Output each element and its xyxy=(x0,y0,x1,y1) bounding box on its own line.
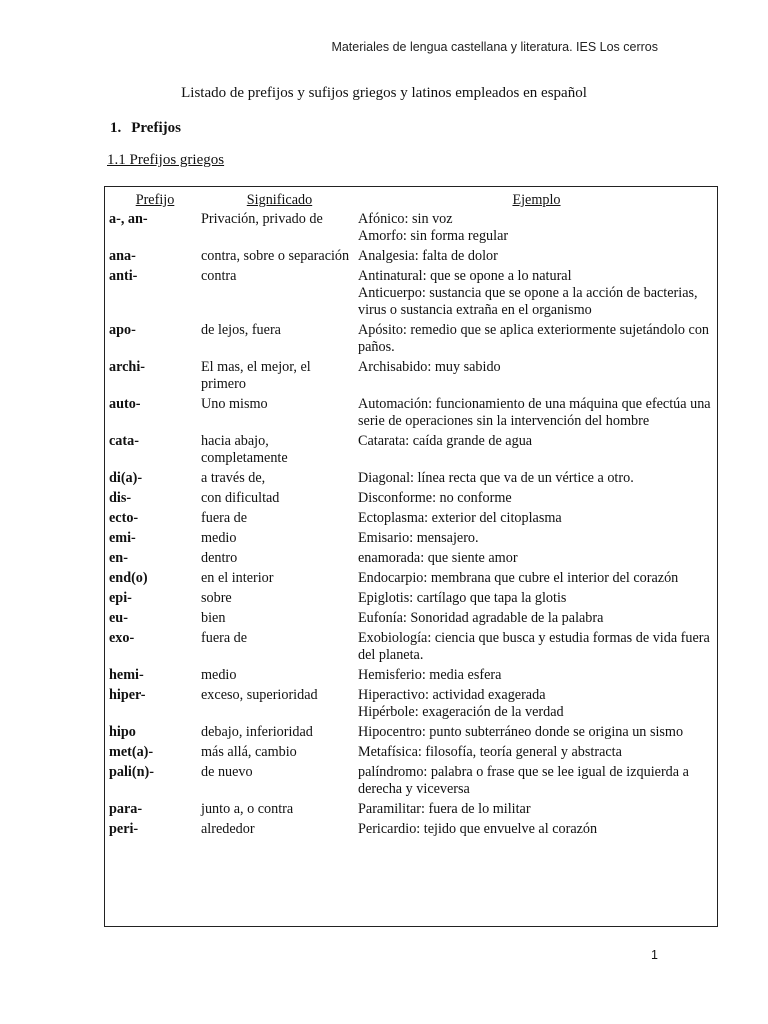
meaning-cell: junto a, o contra xyxy=(201,801,294,817)
prefix-cell: met(a)- xyxy=(109,744,154,760)
prefix-cell: cata- xyxy=(109,433,139,449)
table-row xyxy=(105,247,717,267)
prefix-table-frame xyxy=(104,186,718,927)
prefix-cell: archi- xyxy=(109,359,145,375)
prefix-cell: en- xyxy=(109,550,128,566)
example-cell xyxy=(358,210,717,247)
example-cell xyxy=(358,247,717,267)
meaning-cell: fuera de xyxy=(201,510,248,526)
prefix-cell: epi- xyxy=(109,590,132,606)
example-text: Disconforme: no conforme xyxy=(358,490,512,506)
running-header: Materiales de lengua castellana y literatura. IES Los cerros xyxy=(331,40,658,54)
example-text: Hemisferio: media esfera xyxy=(358,667,502,683)
meaning-cell: debajo, inferioridad xyxy=(201,724,313,740)
table-row xyxy=(105,569,717,589)
table-row xyxy=(105,800,717,820)
meaning-cell: medio xyxy=(201,667,237,683)
example-text: Analgesia: falta de dolor xyxy=(358,248,498,264)
example-text: Pericardio: tejido que envuelve al corazón xyxy=(358,821,598,837)
example-cell xyxy=(358,395,717,432)
table-row xyxy=(105,509,717,529)
meaning-cell: de lejos, fuera xyxy=(201,322,281,338)
example-cell xyxy=(358,267,717,321)
example-cell xyxy=(358,469,717,489)
table-row xyxy=(105,589,717,609)
meaning-cell: medio xyxy=(201,530,237,546)
prefix-cell: emi- xyxy=(109,530,136,546)
example-text: Emisario: mensajero. xyxy=(358,530,479,546)
prefix-table xyxy=(105,190,717,840)
example-text: Exobiología: ciencia que busca y estudia formas de vida fuera del planeta. xyxy=(358,630,710,663)
example-text: Amorfo: sin forma regular xyxy=(358,228,509,244)
example-cell xyxy=(358,321,717,358)
meaning-cell: bien xyxy=(201,610,226,626)
prefix-cell: para- xyxy=(109,801,143,817)
table-row xyxy=(105,529,717,549)
table-header-row xyxy=(105,190,717,210)
example-text: Endocarpio: membrana que cubre el interior del corazón xyxy=(358,570,679,586)
example-text: Hipocentro: punto subterráneo donde se origina un sismo xyxy=(358,724,684,740)
prefix-cell: peri- xyxy=(109,821,139,837)
meaning-cell: exceso, superioridad xyxy=(201,687,318,703)
table-row xyxy=(105,763,717,800)
meaning-cell: fuera de xyxy=(201,630,248,646)
subsection-heading: 1.1 Prefijos griegos xyxy=(107,152,225,168)
example-text: Apósito: remedio que se aplica exteriormente sujetándolo con paños. xyxy=(358,322,710,355)
page-number: 1 xyxy=(651,948,658,962)
example-cell xyxy=(358,800,717,820)
table-row xyxy=(105,629,717,666)
prefix-cell: a-, an- xyxy=(109,211,148,227)
prefix-cell: di(a)- xyxy=(109,470,143,486)
table-row xyxy=(105,267,717,321)
meaning-cell: contra, sobre o separación xyxy=(201,248,350,264)
example-cell xyxy=(358,723,717,743)
prefix-cell: hiper- xyxy=(109,687,146,703)
meaning-cell: Privación, privado de xyxy=(201,211,323,227)
example-cell xyxy=(358,743,717,763)
prefix-cell: auto- xyxy=(109,396,141,412)
example-text: Diagonal: línea recta que va de un vértice a otro. xyxy=(358,470,634,486)
example-text: Archisabido: muy sabido xyxy=(358,359,501,375)
example-text: Epiglotis: cartílago que tapa la glotis xyxy=(358,590,567,606)
table-row xyxy=(105,489,717,509)
example-cell xyxy=(358,666,717,686)
meaning-cell: con dificultad xyxy=(201,490,280,506)
meaning-cell: de nuevo xyxy=(201,764,253,780)
example-cell xyxy=(358,763,717,800)
example-cell xyxy=(358,686,717,723)
table-row xyxy=(105,321,717,358)
table-row xyxy=(105,609,717,629)
example-text: Automación: funcionamiento de una máquina que efectúa una serie de operaciones sin la intervención del hombre xyxy=(358,396,711,429)
prefix-cell: hemi- xyxy=(109,667,144,683)
prefix-cell: pali(n)- xyxy=(109,764,154,780)
example-cell xyxy=(358,629,717,666)
prefix-cell: exo- xyxy=(109,630,135,646)
example-text: Catarata: caída grande de agua xyxy=(358,433,533,449)
example-text: Afónico: sin voz xyxy=(358,211,453,227)
meaning-cell: contra xyxy=(201,268,237,284)
example-cell xyxy=(358,358,717,395)
example-text: Anticuerpo: sustancia que se opone a la acción de bacterias, virus o sustancia extraña en el organismo xyxy=(358,285,698,318)
table-row xyxy=(105,395,717,432)
example-text: Hiperactivo: actividad exagerada xyxy=(358,687,546,703)
meaning-cell: en el interior xyxy=(201,570,274,586)
meaning-cell: Uno mismo xyxy=(201,396,268,412)
meaning-cell: a través de, xyxy=(201,470,266,486)
example-cell xyxy=(358,432,717,469)
table-row xyxy=(105,743,717,763)
column-header-prefix: Prefijo xyxy=(135,192,175,208)
prefix-cell: ana- xyxy=(109,248,136,264)
prefix-cell: dis- xyxy=(109,490,132,506)
meaning-cell: alrededor xyxy=(201,821,255,837)
meaning-cell: hacia abajo, completamente xyxy=(201,433,288,466)
prefix-cell: hipo xyxy=(109,724,136,740)
table-row xyxy=(105,820,717,840)
section-number: 1. xyxy=(110,120,122,136)
example-cell xyxy=(358,509,717,529)
column-header-meaning: Significado xyxy=(246,192,313,208)
table-body xyxy=(105,210,717,840)
example-cell xyxy=(358,489,717,509)
example-cell xyxy=(358,820,717,840)
example-text: Antinatural: que se opone a lo natural xyxy=(358,268,572,284)
example-text: Hipérbole: exageración de la verdad xyxy=(358,704,564,720)
prefix-cell: apo- xyxy=(109,322,136,338)
meaning-cell: dentro xyxy=(201,550,238,566)
example-cell xyxy=(358,589,717,609)
example-cell xyxy=(358,529,717,549)
table-row xyxy=(105,469,717,489)
table-row xyxy=(105,686,717,723)
section-title: Prefijos xyxy=(131,120,181,136)
table-row xyxy=(105,666,717,686)
meaning-cell: sobre xyxy=(201,590,232,606)
document-title: Listado de prefijos y sufijos griegos y latinos empleados en español xyxy=(181,85,587,101)
example-cell xyxy=(358,549,717,569)
example-text: enamorada: que siente amor xyxy=(358,550,518,566)
prefix-cell: end(o) xyxy=(109,570,148,586)
prefix-cell: eu- xyxy=(109,610,128,626)
table-row xyxy=(105,432,717,469)
example-cell xyxy=(358,609,717,629)
prefix-cell: ecto- xyxy=(109,510,139,526)
table-row xyxy=(105,723,717,743)
example-text: palíndromo: palabra o frase que se lee igual de izquierda a derecha y viceversa xyxy=(358,764,689,797)
table-row xyxy=(105,358,717,395)
meaning-cell: más allá, cambio xyxy=(201,744,297,760)
example-text: Ectoplasma: exterior del citoplasma xyxy=(358,510,562,526)
section-heading xyxy=(110,120,181,137)
prefix-cell: anti- xyxy=(109,268,138,284)
table-row xyxy=(105,549,717,569)
column-header-example: Ejemplo xyxy=(512,192,561,208)
example-text: Eufonía: Sonoridad agradable de la palabra xyxy=(358,610,604,626)
example-text: Paramilitar: fuera de lo militar xyxy=(358,801,531,817)
example-cell xyxy=(358,569,717,589)
example-text: Metafísica: filosofía, teoría general y abstracta xyxy=(358,744,622,760)
table-row xyxy=(105,210,717,247)
meaning-cell: El mas, el mejor, el primero xyxy=(201,359,311,392)
